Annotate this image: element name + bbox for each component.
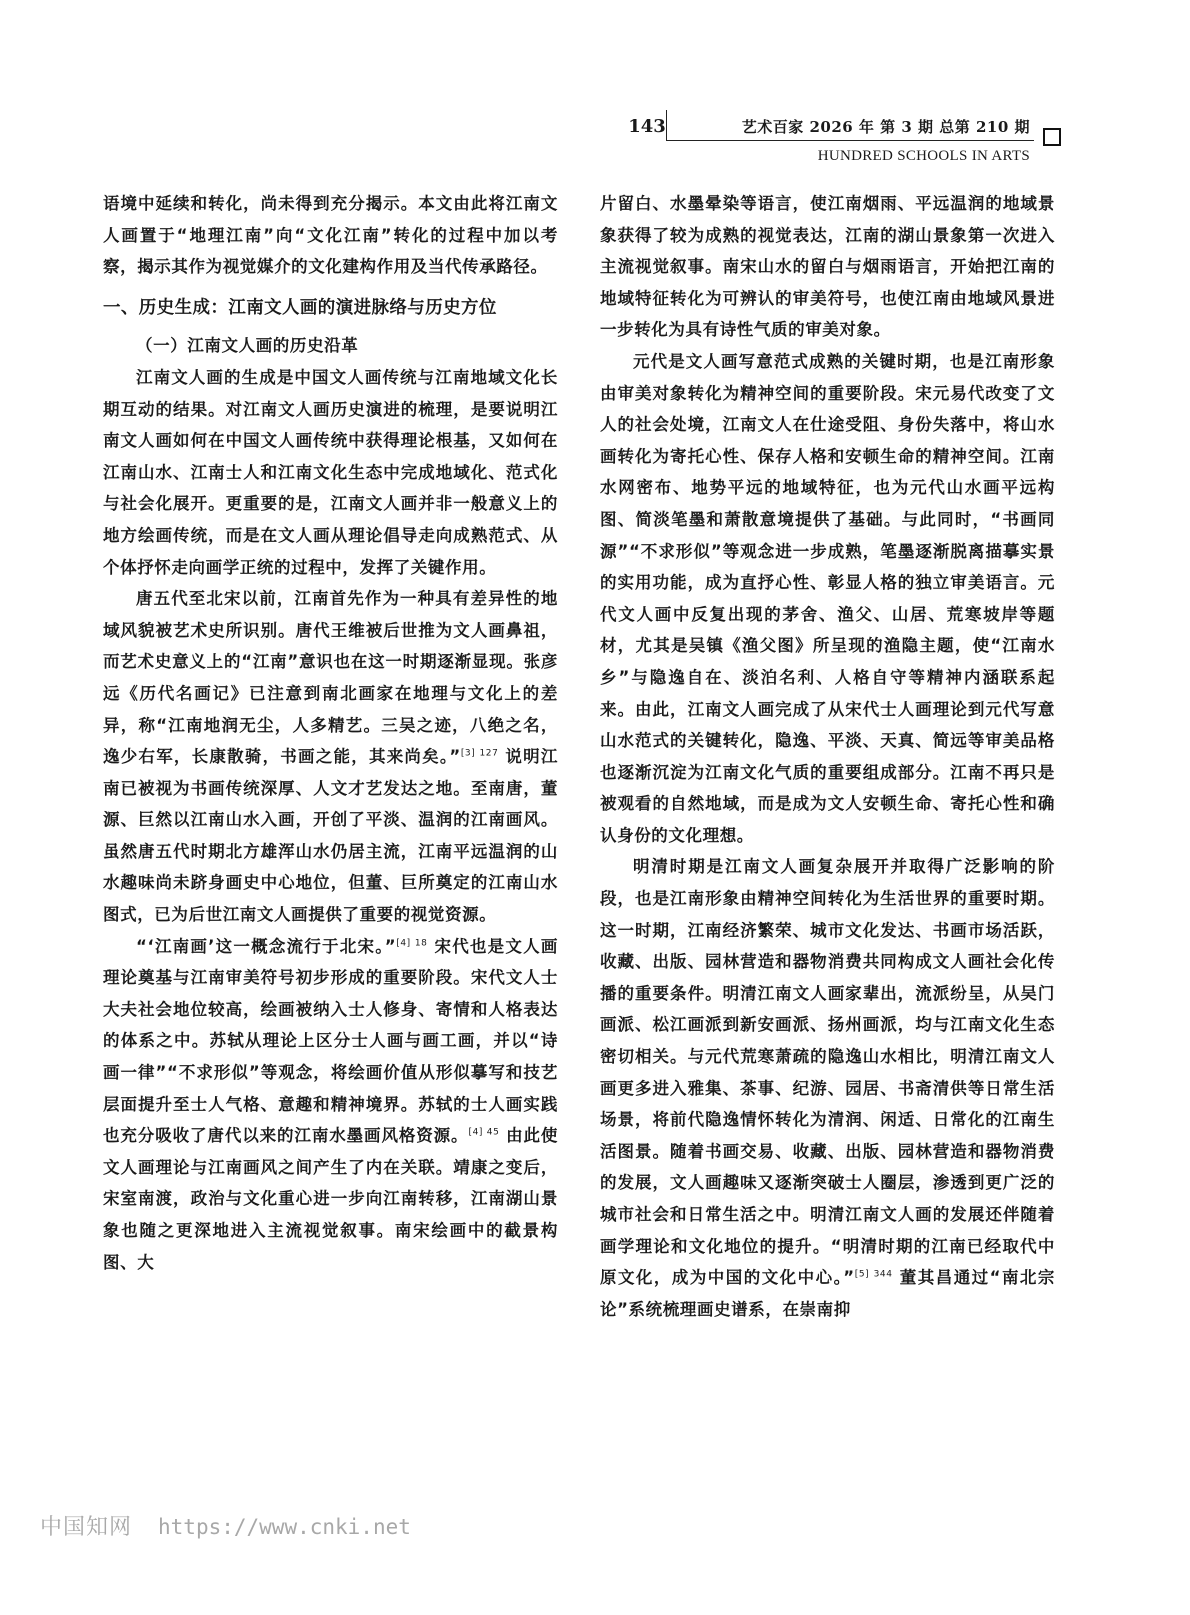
intro-paragraph: 语境中延续和转化，尚未得到充分揭示。本文由此将江南文人画置于“地理江南”向“文化江南”转化的过程中加以考察，揭示其作为视觉媒介的文化建构作用及当代传承路径。 <box>103 194 558 277</box>
paragraph-text: 唐五代至北宋以前，江南首先作为一种具有差异性的地域风貌被艺术史所识别。唐代王维被后世推为文人画鼻祖，而艺术史意义上的“江南”意识也在这一时期逐渐显现。张彦远《历代名画记》已注意到南北画家在地理与文化上的差异，称“江南地润无尘，人多精艺。三吴之迹，八绝之名，逸少右军，长康散骑，书画之能，其来尚矣。” <box>103 589 558 767</box>
header-divider-horizontal <box>666 140 1034 141</box>
body-paragraph <box>103 931 558 1279</box>
continued-paragraph: 片留白、水墨晕染等语言，使江南烟雨、平远温润的地域景象获得了较为成熟的视觉表达，江南的湖山景象第一次进入主流视觉叙事。南宋山水的留白与烟雨语言，开始把江南的地域特征转化为可辨认的审美符号，也使江南由地域风景进一步转化为具有诗性气质的审美对象。 <box>600 194 1055 340</box>
left-column <box>103 188 558 1278</box>
citation-ref: [4] 45 <box>468 1127 500 1138</box>
right-column <box>600 188 1055 1325</box>
citation-ref: [3] 127 <box>460 748 499 759</box>
cnki-url[interactable]: https://www.cnki.net <box>158 1515 411 1539</box>
section-heading: 一、历史生成：江南文人画的演进脉络与历史方位 <box>103 297 497 318</box>
square-icon <box>1043 128 1061 146</box>
citation-ref: [5] 344 <box>854 1269 893 1280</box>
body-paragraph <box>600 851 1055 1325</box>
paragraph-text: 董其昌通过“南北宗论”系统梳理画史谱系，在崇南抑 <box>600 1268 1055 1319</box>
watermark-footer <box>40 1510 411 1541</box>
paragraph-text: “‘江南画’这一概念流行于北宋。” <box>136 936 397 956</box>
paragraph-text: 宋代也是文人画理论奠基与江南审美符号初步形成的重要阶段。宋代文人士大夫社会地位较高，绘画被纳入士人修身、寄情和人格表达的体系之中。苏轼从理论上区分士人画与画工画，并以“诗画一律”“不求形似”等观念，将绘画价值从形似摹写和技艺层面提升至士人气格、意趣和精神境界。苏轼的士人画实践也充分吸收了唐代以来的江南水墨画风格资源。 <box>103 936 558 1146</box>
subsection-heading: （一）江南文人画的历史沿革 <box>136 336 359 356</box>
page-number: 143 <box>628 116 666 137</box>
header-divider-vertical <box>666 110 667 140</box>
paragraph-text: 说明江南已被视为书画传统深厚、人文才艺发达之地。至南唐，董源、巨然以江南山水入画，开创了平淡、温润的江南画风。虽然唐五代时期北方雄浑山水仍居主流，江南平远温润的山水趣味尚未跻身画史中心地位，但董、巨所奠定的江南山水图式，已为后世江南文人画提供了重要的视觉资源。 <box>103 747 558 925</box>
journal-title-en: HUNDRED SCHOOLS IN ARTS <box>817 148 1030 164</box>
body-paragraph: 元代是文人画写意范式成熟的关键时期，也是江南形象由审美对象转化为精神空间的重要阶段。宋元易代改变了文人的社会处境，江南文人在仕途受阻、身份失落中，将山水画转化为寄托心性、保存人格和安顿生命的精神空间。江南水网密布、地势平远的地域特征，也为元代山水画平远构图、简淡笔墨和萧散意境提供了基础。与此同时，“书画同源”“不求形似”等观念进一步成熟，笔墨逐渐脱离描摹实景的实用功能，成为直抒心性、彰显人格的独立审美语言。元代文人画中反复出现的茅舍、渔父、山居、荒寒坡岸等题材，尤其是吴镇《渔父图》所呈现的渔隐主题，使“江南水乡”与隐逸自在、淡泊名利、人格自守等精神内涵联系起来。由此，江南文人画完成了从宋代士人画理论到元代写意山水范式的关键转化，隐逸、平淡、天真、简远等审美品格也逐渐沉淀为江南文化气质的重要组成部分。江南不再只是被观看的自然地域，而是成为文人安顿生命、寄托心性和确认身份的文化理想。 <box>600 351 1055 845</box>
paragraph-text: 明清时期是江南文人画复杂展开并取得广泛影响的阶段，也是江南形象由精神空间转化为生活世界的重要时期。这一时期，江南经济繁荣、城市文化发达、书画市场活跃，收藏、出版、园林营造和器物消费共同构成文人画社会化传播的重要条件。明清江南文人画家辈出，流派纷呈，从吴门画派、松江画派到新安画派、扬州画派，均与江南文化生态密切相关。与元代荒寒萧疏的隐逸山水相比，明清江南文人画更多进入雅集、茶事、纪游、园居、书斋清供等日常生活场景，将前代隐逸情怀转化为清润、闲适、日常化的江南生活图景。随着书画交易、收藏、出版、园林营造和器物消费的发展，文人画趣味又逐渐突破士人圈层，渗透到更广泛的城市社会和日常生活之中。明清江南文人画的发展还伴随着画学理论和文化地位的提升。“明清时期的江南已经取代中原文化，成为中国的文化中心。” <box>600 857 1055 1288</box>
cnki-watermark: 中国知网 <box>40 1515 133 1540</box>
body-paragraph: 江南文人画的生成是中国文人画传统与江南地域文化长期互动的结果。对江南文人画历史演进的梳理，是要说明江南文人画如何在中国文人画传统中获得理论根基，又如何在江南山水、江南士人和江南文化生态中完成地域化、范式化与社会化展开。更重要的是，江南文人画并非一般意义上的地方绘画传统，而是在文人画从理论倡导走向成熟范式、从个体抒怀走向画学正统的过程中，发挥了关键作用。 <box>103 367 558 577</box>
paragraph-text: 由此使文人画理论与江南画风之间产生了内在关联。靖康之变后，宋室南渡，政治与文化重心进一步向江南转移，江南湖山景象也随之更深地进入主流视觉叙事。南宋绘画中的截景构图、大 <box>103 1126 558 1272</box>
journal-title: 艺术百家 2026 年 第 3 期 总第 210 期 <box>741 118 1030 136</box>
citation-ref: [4] 18 <box>396 938 428 949</box>
body-paragraph <box>103 583 558 931</box>
